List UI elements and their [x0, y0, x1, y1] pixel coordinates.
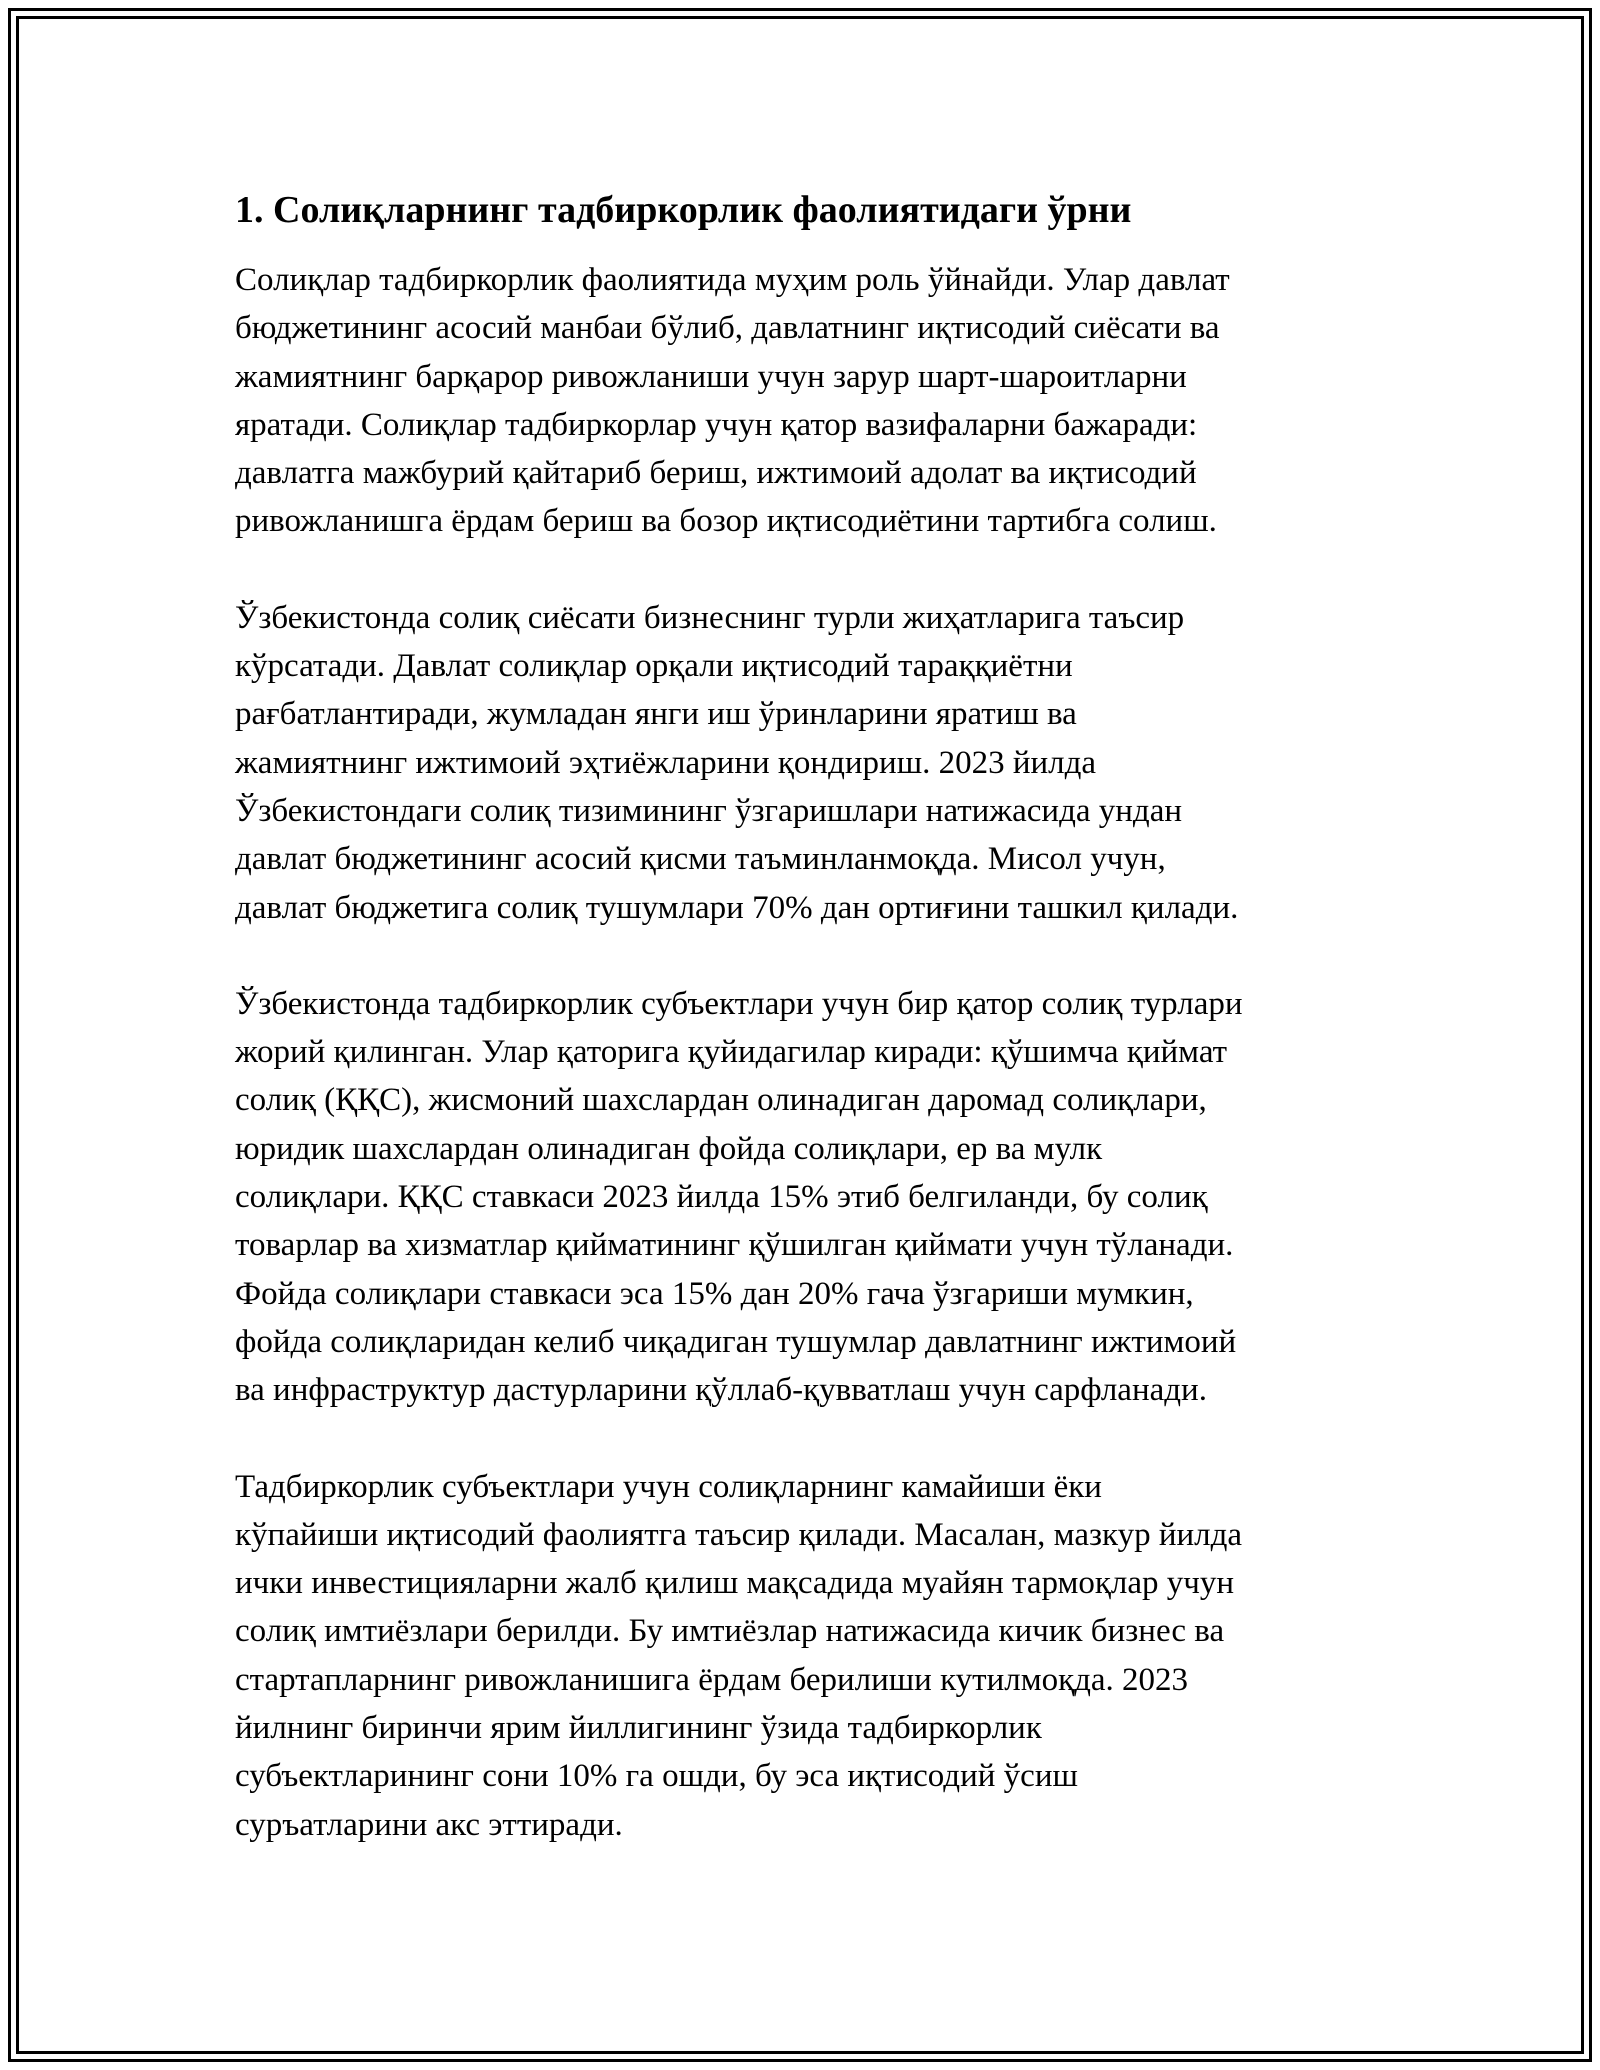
paragraph-line: яратади. Солиқлар тадбиркорлар учун қатор вазифаларни бажаради:	[235, 406, 1198, 443]
paragraph-line: давлат бюджетига солиқ тушумлари 70% дан ортиғини ташкил қилади.	[235, 889, 1239, 926]
paragraph-1	[235, 256, 1375, 546]
paragraph-line: кўрсатади. Давлат солиқлар орқали иқтисодий тараққиётни	[235, 648, 1073, 685]
paragraph-line: рағбатлантиради, жумладан янги иш ўринларини яратиш ва	[235, 696, 1077, 733]
paragraph-line: Тадбиркорлик субъектлари учун солиқларнинг камайиши ёки	[235, 1468, 1102, 1505]
paragraph-line: давлат бюджетининг асосий қисми таъминланмоқда. Мисол учун,	[235, 841, 1166, 878]
paragraph-line: Фойда солиқлари ставкаси эса 15% дан 20% гача ўзгариши мумкин,	[235, 1275, 1194, 1312]
paragraph-line: юридик шахслардан олинадиган фойда солиқлари, ер ва мулк	[235, 1130, 1103, 1167]
paragraph-line: жамиятнинг барқарор ривожланиши учун зарур шарт-шароитларни	[235, 358, 1187, 395]
paragraph-3	[235, 980, 1375, 1415]
paragraph-line: солиқ (ҚҚС), жисмоний шахслардан олинадиган даромад солиқлари,	[235, 1082, 1207, 1119]
paragraph-line: стартапларнинг ривожланишига ёрдам берилиши кутилмоқда. 2023	[235, 1661, 1189, 1698]
paragraph-2	[235, 594, 1375, 932]
paragraph-line: давлатга мажбурий қайтариб бериш, ижтимоий адолат ва иқтисодий	[235, 455, 1197, 492]
paragraph-line: фойда солиқларидан келиб чиқадиган тушумлар давлатнинг ижтимоий	[235, 1323, 1237, 1360]
paragraph-line: Солиқлар тадбиркорлик фаолиятида муҳим роль ўйнайди. Улар давлат	[235, 262, 1230, 298]
paragraph-line: солиқ имтиёзлари берилди. Бу имтиёзлар натижасида кичик бизнес ва	[235, 1613, 1225, 1650]
paragraph-line: товарлар ва хизматлар қийматининг қўшилган қиймати учун тўланади.	[235, 1227, 1234, 1264]
paragraph-line: суръатларини акс эттиради.	[235, 1806, 623, 1843]
paragraph-line: ички инвестицияларни жалб қилиш мақсадида муайян тармоқлар учун	[235, 1565, 1235, 1602]
paragraph-line: ривожланишга ёрдам бериш ва бозор иқтисодиётини тартибга солиш.	[235, 503, 1217, 540]
paragraph-line: Ўзбекистондаги солиқ тизимининг ўзгаришлари натижасида ундан	[235, 792, 1183, 829]
paragraph-line: ва инфраструктур дастурларини қўллаб-қувватлаш учун сарфланади.	[235, 1372, 1207, 1409]
paragraph-line: Ўзбекистонда тадбиркорлик субъектлари учун бир қатор солиқ турлари	[235, 985, 1243, 1022]
paragraph-4	[235, 1463, 1375, 1849]
section-heading: 1. Солиқларнинг тадбиркорлик фаолиятидаги ўрни	[235, 189, 1132, 231]
paragraph-line: бюджетининг асосий манбаи бўлиб, давлатнинг иқтисодий сиёсати ва	[235, 310, 1220, 347]
paragraph-line: жорий қилинган. Улар қаторига қуйидагилар киради: қўшимча қиймат	[235, 1034, 1228, 1071]
paragraph-line: солиқлари. ҚҚС ставкаси 2023 йилда 15% этиб белгиланди, бу солиқ	[235, 1179, 1208, 1216]
paragraph-line: йилнинг биринчи ярим йиллигининг ўзида тадбиркорлик	[235, 1710, 1042, 1747]
paragraph-line: субъектларининг сони 10% га ошди, бу эса иқтисодий ўсиш	[235, 1758, 1078, 1795]
paragraph-line: кўпайиши иқтисодий фаолиятга таъсир қилади. Масалан, мазкур йилда	[235, 1516, 1243, 1553]
paragraph-line: жамиятнинг ижтимоий эҳтиёжларини қондириш. 2023 йилда	[235, 744, 1097, 781]
paragraph-line: Ўзбекистонда солиқ сиёсати бизнеснинг турли жиҳатларига таъсир	[235, 599, 1185, 636]
document-body	[235, 186, 1375, 1897]
